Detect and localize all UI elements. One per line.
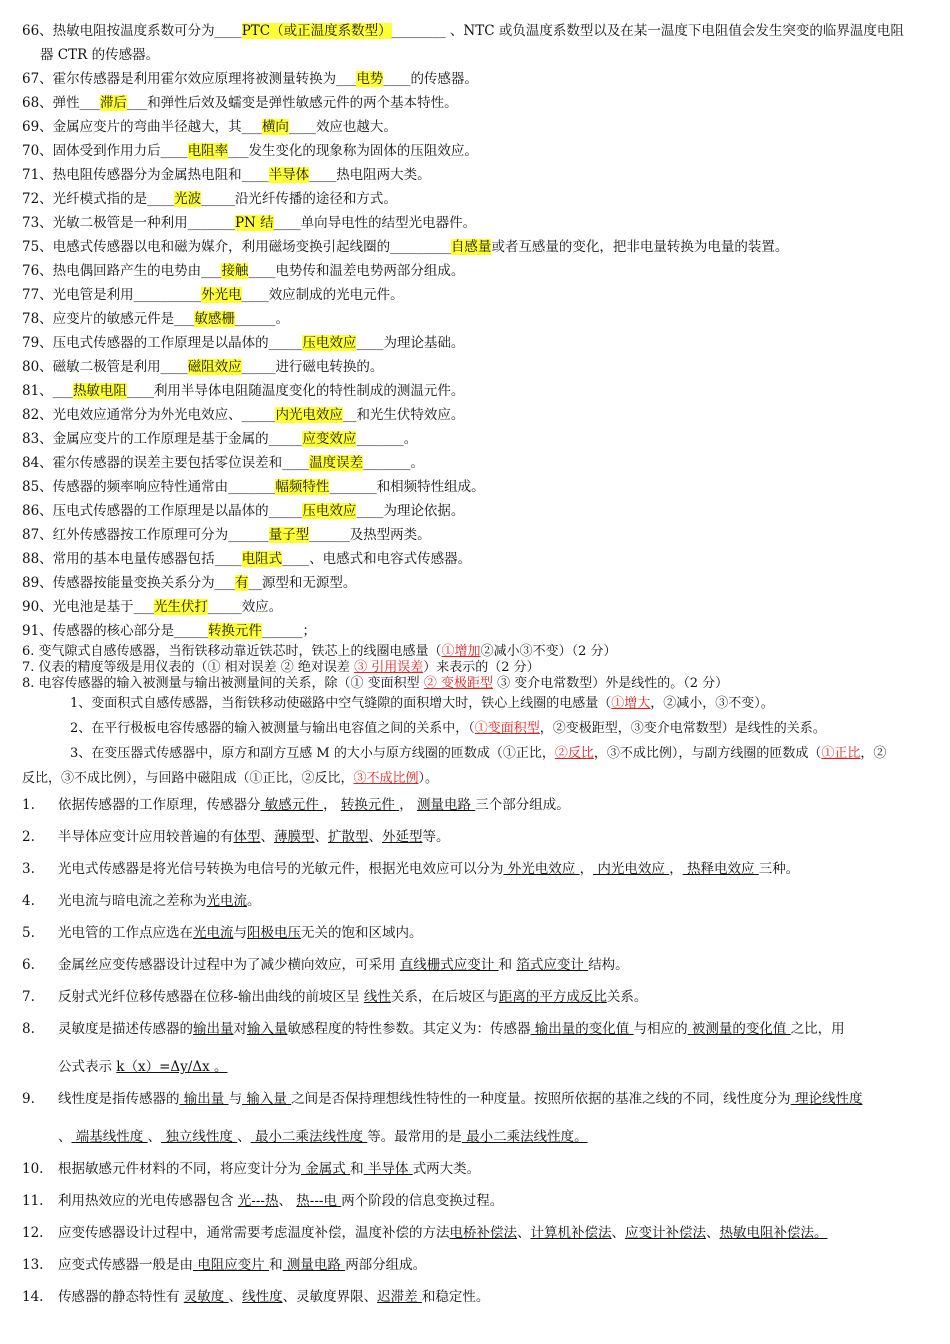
- question-text: ____利用半导体电阻随温度变化的特性制成的测温元件。: [126, 383, 465, 399]
- answer-highlight: 幅频特性: [275, 479, 330, 495]
- answer-highlight: 热敏电阻: [72, 383, 127, 399]
- answer-blank: 输入量: [247, 1021, 288, 1037]
- answer-choice: ①增大: [611, 696, 651, 711]
- question-text: 、: [260, 829, 274, 845]
- answer-highlight: 温度误差: [309, 455, 364, 471]
- question-text: 结构。: [588, 957, 629, 973]
- answer-blank: 金属式: [301, 1161, 351, 1177]
- question-text: 3、在变压器式传感器中，原方和副方互感 M 的大小与原方线圈的匝数成（①正比，: [70, 746, 555, 761]
- question-number: 7.: [22, 989, 35, 1005]
- question-number: 9.: [22, 1091, 35, 1107]
- question-text: ____单向导电性的结型光电器件。: [273, 215, 477, 231]
- answer-blank: 线性度: [242, 1289, 283, 1305]
- answer-choice: ③不成比例: [353, 771, 419, 786]
- question-number: 13.: [22, 1257, 44, 1273]
- question-text: 传感器的静态特性有: [58, 1289, 184, 1305]
- answer-blank: 输出量: [193, 1021, 234, 1037]
- question-number: 8.: [22, 1021, 35, 1037]
- answer-highlight: 外光电: [201, 287, 242, 303]
- answer-blank: 最小二乘法线性度: [250, 1129, 368, 1145]
- question-text: 8. 电容传感器的输入被测量与输出被测量间的关系，除（① 变面积型: [22, 676, 424, 691]
- question-text: 反射式光纤位移传感器在位移-输出曲线的前坡区呈: [58, 989, 364, 1005]
- answer-blank: 独立线性度: [161, 1129, 238, 1145]
- answer-blank: 转换元件: [340, 797, 400, 813]
- question-number: 12.: [22, 1225, 44, 1241]
- choice-question: [70, 695, 774, 713]
- question-line: [22, 22, 904, 40]
- answer-choice: ①增加: [441, 644, 481, 659]
- question-text: 85、传感器的频率响应特性通常由_______: [22, 479, 276, 495]
- question-line: [22, 142, 478, 160]
- question-line: [22, 214, 476, 232]
- answer-highlight: 应变效应: [302, 431, 357, 447]
- question-text: 之间是否保持理想线性特性的一种度量。按照所依据的基准之线的不同，线性度分为: [291, 1091, 791, 1107]
- question-line: [22, 166, 431, 184]
- question-text: 和: [269, 1257, 283, 1273]
- answer-blank: 体型: [233, 829, 261, 845]
- question-text: 82、光电效应通常分为外光电效应、_____: [22, 407, 276, 423]
- answer-highlight: 电阻率: [187, 143, 229, 159]
- question-text: ___和弹性后效及蠕变是弹性敏感元件的两个基本特性。: [126, 95, 458, 111]
- question-text: 70、固体受到作用力后____: [22, 143, 188, 159]
- question-text: 器 CTR 的传感器。: [40, 47, 160, 63]
- question-text: 79、压电式传感器的工作原理是以晶体的_____: [22, 335, 303, 351]
- choice-question: [70, 720, 826, 738]
- answer-blank: 测量电路: [282, 1257, 346, 1273]
- question-line: [22, 94, 458, 112]
- question-text: 90、光电池是基于___: [22, 599, 154, 615]
- question-text: 与相应的: [633, 1021, 688, 1037]
- question-line: [22, 598, 282, 616]
- question-text: 80、磁敏二极管是利用____: [22, 359, 188, 375]
- question-line: [22, 70, 478, 88]
- question-number: 5.: [22, 925, 35, 941]
- answer-blank: 被测量的变化值: [687, 1021, 791, 1037]
- question-line: [22, 286, 404, 304]
- question-text: ，②: [860, 746, 887, 761]
- question-text: 两个阶段的信息变换过程。: [341, 1193, 504, 1209]
- answer-highlight: 光生伏打: [153, 599, 208, 615]
- question-text: ___发生变化的现象称为固体的压阻效应。: [228, 143, 478, 159]
- answer-blank: 热---电: [296, 1193, 342, 1209]
- numbered-question: [58, 1058, 227, 1076]
- answer-blank: 箔式应变计: [516, 957, 589, 973]
- answer-highlight: 光波: [174, 191, 202, 207]
- question-text: ②减小③不变）（2 分）: [480, 644, 617, 659]
- question-text: 7. 仪表的精度等级是用仪表的（① 相对误差 ② 绝对误差: [22, 660, 355, 675]
- answer-choice: ③ 引用误差: [354, 660, 424, 675]
- question-text: 91、传感器的核心部分是_____: [22, 623, 208, 639]
- question-text: 、: [611, 1225, 625, 1241]
- answer-blank: 光电流: [206, 893, 247, 909]
- question-text: 光电式传感器是将光信号转换为电信号的光敏元件，根据光电效应可以分为: [58, 861, 504, 877]
- answer-highlight: 转换元件: [207, 623, 262, 639]
- question-text: 与: [228, 1091, 243, 1107]
- answer-blank: 输入量: [242, 1091, 292, 1107]
- question-line: [22, 454, 424, 472]
- question-text: _______。: [363, 455, 424, 471]
- answer-choice: ①变面积型: [474, 721, 540, 736]
- question-line: [22, 478, 485, 496]
- question-text: 1、变面积式自感传感器，当衔铁移动使磁路中空气缝隙的面积增大时，铁心上线圈的电感量（: [70, 696, 612, 711]
- answer-blank: 迟滞差: [377, 1289, 422, 1305]
- question-line: [22, 430, 417, 448]
- answer-blank: 理论线性度: [790, 1091, 863, 1107]
- answer-blank: 电桥补偿法: [449, 1225, 517, 1241]
- question-text: 、: [517, 1225, 531, 1241]
- question-text: 。: [247, 893, 261, 909]
- numbered-question: [58, 860, 799, 878]
- answer-blank: 内光电效应: [593, 861, 670, 877]
- question-text: 86、压电式传感器的工作原理是以晶体的_____: [22, 503, 303, 519]
- question-line: [22, 310, 289, 328]
- question-number: 6.: [22, 957, 35, 973]
- question-number: 10.: [22, 1161, 44, 1177]
- question-text: 76、热电偶回路产生的电势由___: [22, 263, 222, 279]
- question-text: ____为理论依据。: [356, 503, 465, 519]
- answer-blank: 计算机补偿法: [530, 1225, 612, 1241]
- question-line: [22, 550, 471, 568]
- question-text: 等。最常用的是: [367, 1129, 462, 1145]
- numbered-question: [58, 1288, 489, 1306]
- question-text: 、: [58, 1129, 72, 1145]
- question-text: 线性度是指传感器的: [58, 1091, 180, 1107]
- question-line: [22, 622, 316, 640]
- answer-blank: 热释电效应: [682, 861, 759, 877]
- answer-blank: 端基线性度: [71, 1129, 148, 1145]
- answer-highlight: 量子型: [268, 527, 310, 543]
- answer-blank: 应变计补偿法: [625, 1225, 706, 1241]
- question-text: 67、霍尔传感器是利用霍尔效应原理将被测量转换为___: [22, 71, 357, 87]
- question-text: 87、红外传感器按工作原理可分为______: [22, 527, 269, 543]
- numbered-question: [58, 988, 647, 1006]
- question-number: 3.: [22, 861, 35, 877]
- question-text: ______。: [234, 311, 289, 327]
- answer-blank: 最小二乘法线性度。: [461, 1129, 588, 1145]
- question-text: 、: [368, 829, 382, 845]
- answer-blank: 输出量的变化值: [530, 1021, 634, 1037]
- numbered-question: [58, 1192, 503, 1210]
- question-text: 光电流与暗电流之差称为: [58, 893, 207, 909]
- question-text: ，②变极距型，③变介电常数型）是线性的关系。: [539, 721, 826, 736]
- numbered-question: [58, 1160, 480, 1178]
- answer-highlight: 电阻式: [241, 551, 283, 567]
- choice-question: [22, 675, 728, 693]
- question-text: ____电势传和温差电势两部分组成。: [248, 263, 465, 279]
- answer-blank: 扩散型: [328, 829, 369, 845]
- question-line: [22, 118, 397, 136]
- question-text: ，②减小，③不变）。: [650, 696, 774, 711]
- question-text: 三种。: [758, 861, 800, 877]
- answer-blank: 外延型: [382, 829, 423, 845]
- numbered-question: [58, 828, 450, 846]
- question-text: 反比，③不成比例），与回路中磁阻成（①正比，②反比，: [22, 771, 354, 786]
- numbered-question: [58, 892, 261, 910]
- question-text: 三个部分组成。: [475, 797, 570, 813]
- question-text: 根据敏感元件材料的不同，将应变计分为: [58, 1161, 301, 1177]
- question-text: __和光生伏特效应。: [342, 407, 465, 423]
- numbered-question: [58, 1256, 426, 1274]
- question-line: [40, 46, 159, 64]
- answer-blank: k（x）=Δy/Δx 。: [116, 1059, 228, 1075]
- question-text: 、: [706, 1225, 720, 1241]
- numbered-question: [58, 956, 629, 974]
- answer-blank: 阳极电压: [247, 925, 301, 941]
- question-text: 、: [237, 1129, 251, 1145]
- answer-highlight: PN 结: [234, 215, 274, 231]
- question-text: 、灵敏度界限、: [282, 1289, 378, 1305]
- numbered-question: [58, 1020, 845, 1038]
- answer-blank: 半导体: [363, 1161, 413, 1177]
- question-text: 金属丝应变传感器设计过程中为了减少横向效应，可采用: [58, 957, 400, 973]
- question-line: [22, 262, 464, 280]
- question-text: 、: [228, 1289, 243, 1305]
- question-line: [22, 190, 397, 208]
- question-text: 、: [278, 1193, 297, 1209]
- numbered-question: [58, 1128, 588, 1146]
- answer-choice: ② 变极距型: [423, 676, 493, 691]
- question-text: 81、___: [22, 383, 73, 399]
- answer-blank: 灵敏度: [183, 1289, 229, 1305]
- question-text: 和: [350, 1161, 364, 1177]
- question-text: ，: [323, 797, 341, 813]
- choice-question: [70, 745, 886, 763]
- answer-blank: 外光电效应: [503, 861, 580, 877]
- question-text: 与: [233, 925, 247, 941]
- question-text: 两部分组成。: [345, 1257, 427, 1273]
- question-text: 71、热电阻传感器分为金属热电阻和____: [22, 167, 269, 183]
- question-text: 6. 变气隙式自感传感器，当衔铁移动靠近铁芯时，铁芯上的线圈电感量（: [22, 644, 442, 659]
- question-text: 84、霍尔传感器的误差主要包括零位误差和____: [22, 455, 310, 471]
- question-text: 68、弹性___: [22, 95, 100, 111]
- question-text: 等。: [422, 829, 450, 845]
- numbered-question: [58, 1224, 828, 1242]
- question-text: ________ 、NTC 或负温度系数型以及在某一温度下电阻值会发生突变的临界温度电阻: [391, 23, 904, 39]
- answer-blank: 光电流: [193, 925, 234, 941]
- answer-highlight: 敏感栅: [194, 311, 235, 327]
- answer-highlight: 压电效应: [302, 335, 357, 351]
- question-text: 关系，在后坡区与: [390, 989, 499, 1005]
- question-text: _______和相频特性组成。: [329, 479, 485, 495]
- question-text: 2、在平行极板电容传感器的输入被测量与输出电容值之间的关系中，（: [70, 721, 475, 736]
- question-text: 89、传感器按能量变换关系分为___: [22, 575, 235, 591]
- question-text: 敏感程度的特性参数。其定义为：传感器: [287, 1021, 531, 1037]
- numbered-question: [58, 1090, 862, 1108]
- question-text: ）。: [418, 771, 439, 786]
- question-line: [22, 238, 788, 256]
- question-line: [22, 526, 431, 544]
- question-text: ③ 变介电常数型）外是线性的。（2 分）: [492, 676, 729, 691]
- choice-question: [22, 770, 438, 788]
- question-text: 、: [147, 1129, 162, 1145]
- question-number: 1.: [22, 797, 35, 813]
- answer-blank: 输出量: [179, 1091, 229, 1107]
- question-text: ____、电感式和电容式传感器。: [282, 551, 472, 567]
- question-text: _____沿光纤传播的途径和方式。: [201, 191, 397, 207]
- question-line: [22, 406, 464, 424]
- question-text: __源型和无源型。: [248, 575, 357, 591]
- question-text: 69、金属应变片的弯曲半径越大，其___: [22, 119, 262, 135]
- question-text: ，: [669, 861, 683, 877]
- question-text: 无关的饱和区域内。: [301, 925, 423, 941]
- answer-highlight: 半导体: [268, 167, 310, 183]
- question-text: 半导体应变计应用较普遍的有: [58, 829, 234, 845]
- question-line: [22, 502, 464, 520]
- question-text: _______。: [356, 431, 418, 447]
- answer-highlight: 接触: [221, 263, 249, 279]
- question-text: 应变传感器设计过程中，通常需要考虑温度补偿，温度补偿的方法: [58, 1225, 450, 1241]
- question-text: 77、光电管是利用__________: [22, 287, 202, 303]
- answer-blank: 敏感元件: [260, 797, 324, 813]
- answer-highlight: 自感量: [450, 239, 492, 255]
- question-text: ______及热型两类。: [309, 527, 431, 543]
- answer-highlight: 滞后: [99, 95, 127, 111]
- question-text: 和稳定性。: [421, 1289, 490, 1305]
- answer-highlight: 内光电效应: [275, 407, 343, 423]
- question-number: 4.: [22, 893, 35, 909]
- question-text: 66、热敏电阻按温度系数可分为____: [22, 23, 242, 39]
- question-text: ，: [579, 861, 594, 877]
- question-text: 光电管的工作点应选在: [58, 925, 193, 941]
- question-text: ，③不成比例），与副方线圈的匝数成（: [593, 746, 822, 761]
- answer-blank: 热敏电阻补偿法。: [719, 1225, 828, 1241]
- answer-blank: 线性: [363, 989, 391, 1005]
- question-text: 公式表示: [58, 1059, 117, 1075]
- question-text: 对: [233, 1021, 247, 1037]
- question-text: ____的传感器。: [383, 71, 478, 87]
- question-text: 78、应变片的敏感元件是___: [22, 311, 195, 327]
- answer-blank: 距离的平方成反比: [498, 989, 607, 1005]
- question-text: _____效应。: [207, 599, 283, 615]
- question-text: ，: [399, 797, 417, 813]
- question-line: [22, 358, 383, 376]
- answer-highlight: PTC（或正温度系数型）: [241, 23, 392, 39]
- question-number: 2.: [22, 829, 35, 845]
- question-line: [22, 574, 356, 592]
- answer-blank: 直线栅式应变计: [399, 957, 499, 973]
- question-text: 利用热效应的光电传感器包含: [58, 1193, 238, 1209]
- question-text: _____进行磁电转换的。: [241, 359, 384, 375]
- question-text: 灵敏度是描述传感器的: [58, 1021, 193, 1037]
- question-text: 75、电感式传感器以电和磁为媒介，利用磁场变换引起线圈的_________: [22, 239, 451, 255]
- question-text: 之比，用: [790, 1021, 845, 1037]
- answer-blank: 电阻应变片: [193, 1257, 270, 1273]
- answer-choice: ②反比: [554, 746, 594, 761]
- question-text: ____效应制成的光电元件。: [241, 287, 404, 303]
- question-text: ）来表示的（2 分）: [423, 660, 540, 675]
- answer-highlight: 压电效应: [302, 503, 357, 519]
- answer-blank: 测量电路: [416, 797, 476, 813]
- answer-choice: ①正比: [821, 746, 861, 761]
- question-text: 或者互感量的变化，把非电量转换为电量的装置。: [491, 239, 789, 255]
- answer-highlight: 电势: [356, 71, 384, 87]
- answer-highlight: 磁阻效应: [187, 359, 242, 375]
- question-text: 关系。: [606, 989, 648, 1005]
- question-text: 和: [498, 957, 517, 973]
- question-text: 83、金属应变片的工作原理是基于金属的_____: [22, 431, 303, 447]
- question-text: 88、常用的基本电量传感器包括____: [22, 551, 242, 567]
- question-text: ______；: [261, 623, 316, 639]
- question-text: ____为理论基础。: [356, 335, 465, 351]
- question-text: ____热电阻两大类。: [309, 167, 431, 183]
- numbered-question: [58, 796, 570, 814]
- answer-blank: 光---热: [237, 1193, 279, 1209]
- question-number: 11.: [22, 1193, 44, 1209]
- question-text: 、: [314, 829, 328, 845]
- question-text: 72、光纤模式指的是____: [22, 191, 175, 207]
- question-line: [22, 334, 464, 352]
- question-text: 应变式传感器一般是由: [58, 1257, 193, 1273]
- question-number: 14.: [22, 1289, 44, 1305]
- question-text: 依据传感器的工作原理，传感器分: [58, 797, 261, 813]
- numbered-question: [58, 924, 423, 942]
- question-text: 式两大类。: [412, 1161, 481, 1177]
- answer-highlight: 横向: [261, 119, 289, 135]
- question-line: [22, 382, 464, 400]
- question-text: 73、光敏二极管是一种利用_______: [22, 215, 235, 231]
- question-text: ____效应也越大。: [288, 119, 397, 135]
- answer-blank: 薄膜型: [274, 829, 315, 845]
- answer-highlight: 有: [234, 575, 249, 591]
